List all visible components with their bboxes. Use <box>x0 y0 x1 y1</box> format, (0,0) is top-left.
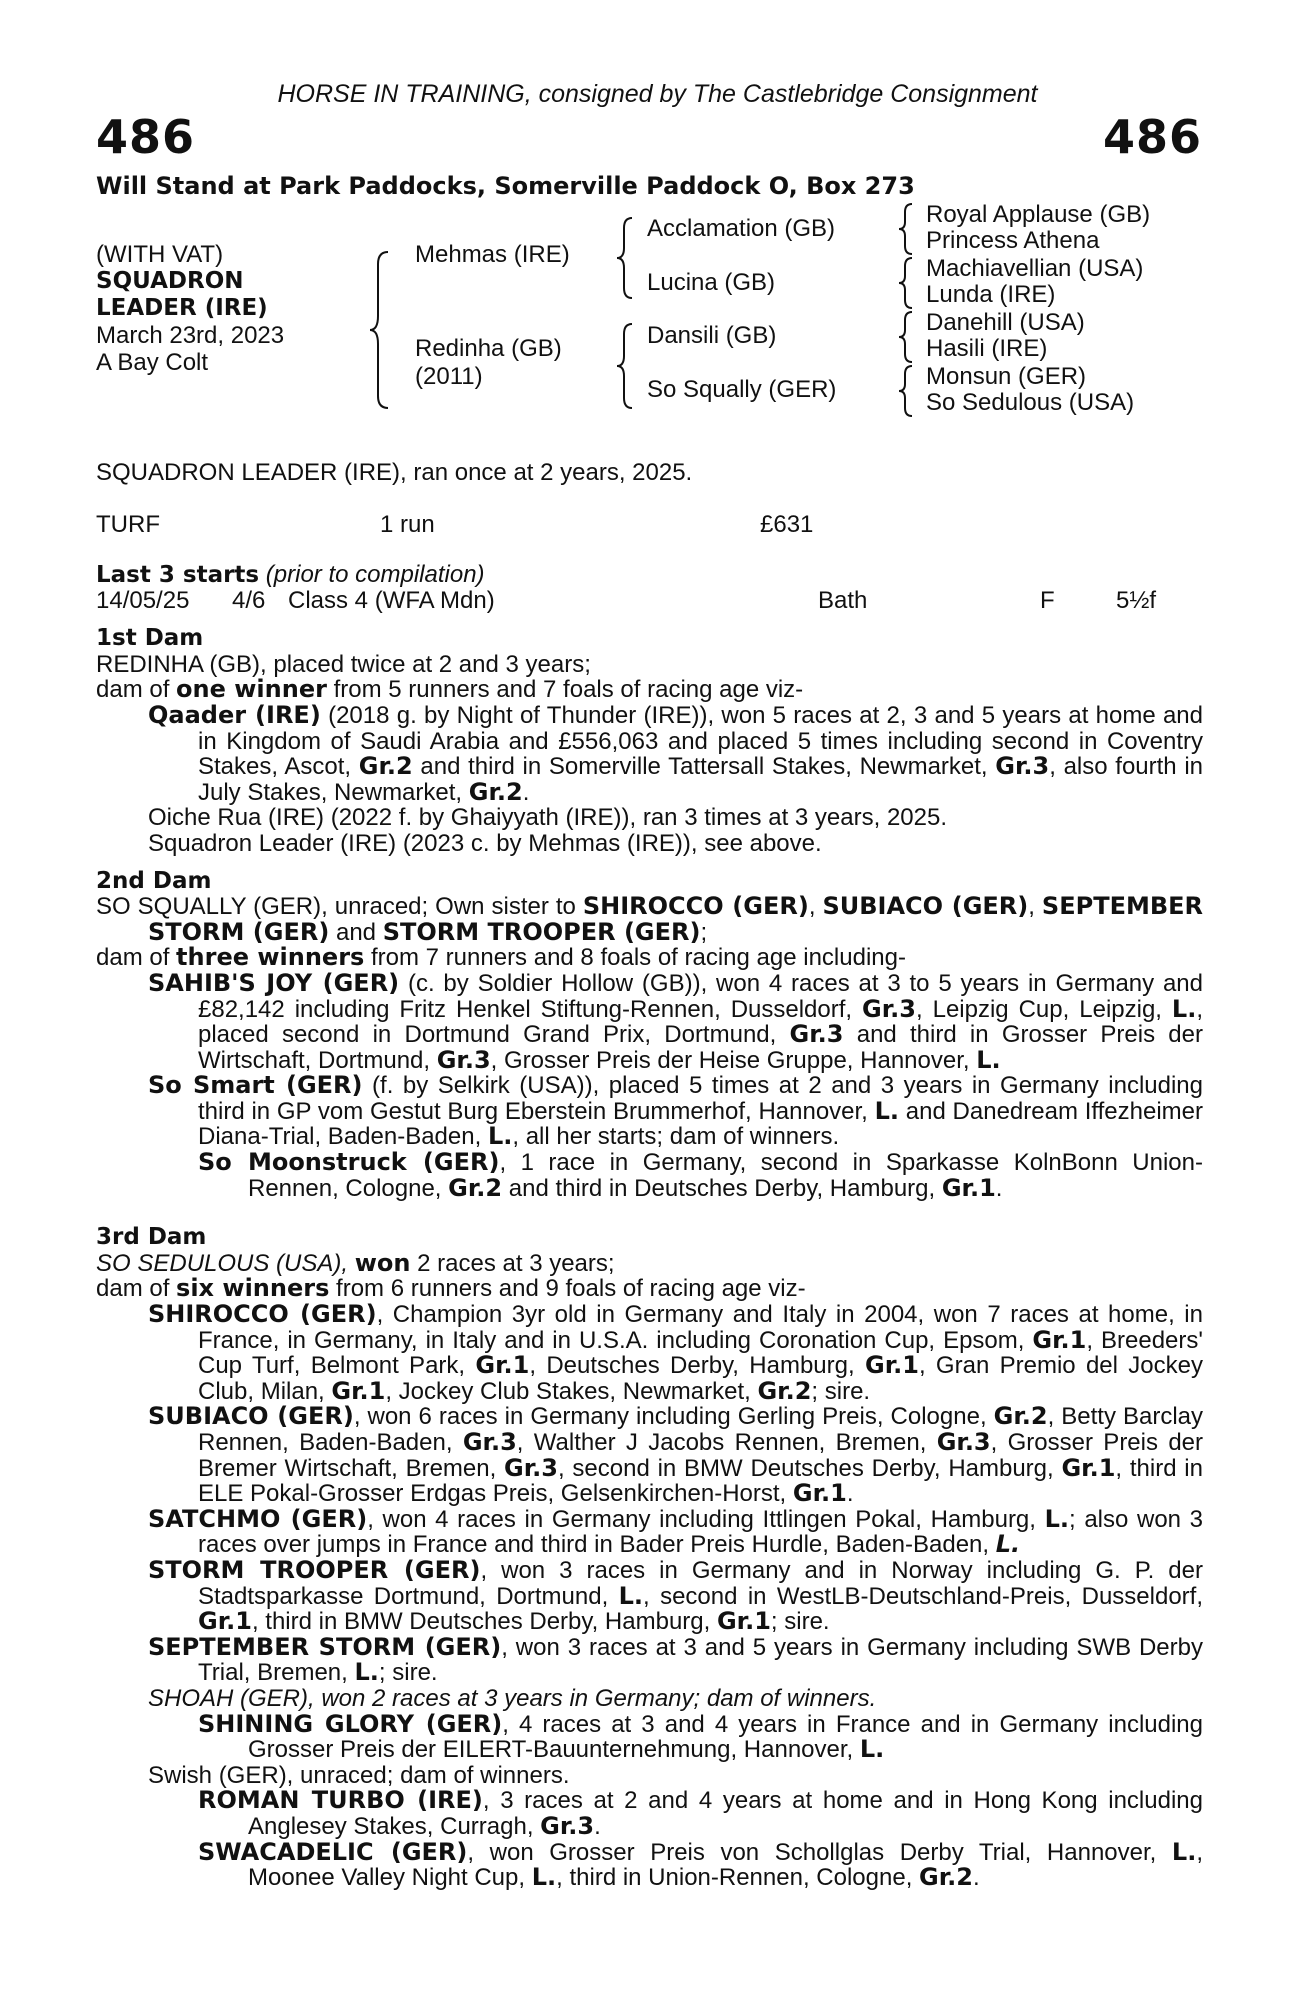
horse-name-line2: LEADER (IRE) <box>96 295 268 321</box>
first-dam-line: REDINHA (GB), placed twice at 2 and 3 years; <box>96 650 591 678</box>
pedigree-brace-g3 <box>896 310 918 364</box>
pedigree-g6: Hasili (IRE) <box>926 335 1048 362</box>
second-dam-offspring-2: So Smart (GER) (f. by Selkirk (USA)), placed 5 times at 2 and 3 years in Germany including third in GP vom Gestut Burg Eberstein Brummerhof, Hannover, L. and Danedream Iffezheimer Diana-Trial, Baden-Baden, L., all her starts; dam of winners. <box>148 1071 1203 1151</box>
last-starts-heading: Last 3 starts (prior to compilation) <box>96 560 485 588</box>
pedigree-g2: Princess Athena <box>926 227 1100 254</box>
third-dam-line: SO SEDULOUS (USA), won 2 races at 3 years; <box>96 1248 615 1277</box>
lot-number-right: 486 <box>1102 110 1202 164</box>
second-dam-heading: 2nd Dam <box>96 867 212 894</box>
start-position: 4/6 <box>232 587 266 615</box>
second-dam-offspring-1: SAHIB'S JOY (GER) (c. by Soldier Hollow (GB)), won 4 races at 3 to 5 years in Germany and £82,142 including Fritz Henkel Stiftung-Rennen, Dusseldorf, Gr.3, Leipzig Cup, Leipzig, L., placed second in Dortmund Grand Prix, Dortmund, Gr.3 and third in Grosser Preis der Wirtschaft, Dortmund, Gr.3, Grosser Preis der Heise Gruppe, Hannover, L. <box>148 968 1204 1074</box>
record-earnings: £631 <box>760 510 814 538</box>
pedigree-brace-g1 <box>896 202 918 256</box>
first-dam-heading: 1st Dam <box>96 625 204 652</box>
first-dam-offspring-2: Oiche Rua (IRE) (2022 f. by Ghaiyyath (IRE)), ran 3 times at 3 years, 2025. <box>148 804 947 832</box>
dam-year: (2011) <box>415 363 483 390</box>
third-dam-offspring-4: STORM TROOPER (GER), won 3 races in Germany and in Norway including G. P. der Stadtsparkasse Dortmund, Dortmund, L., second in WestLB-Deutschland-Preis, Dusseldorf, Gr.1, third in BMW Deutsches Derby, Hamburg, Gr.1; sire. <box>148 1555 1203 1636</box>
start-distance: 5½f <box>1116 587 1157 615</box>
third-dam-offspring-6: SHOAH (GER), won 2 races at 3 years in Germany; dam of winners. <box>148 1684 877 1712</box>
horse-description: A Bay Colt <box>96 349 209 376</box>
pedigree-g7: Monsun (GER) <box>926 363 1087 390</box>
record-surface: TURF <box>96 510 160 538</box>
second-dam-produce: dam of three winners from 7 runners and 8 foals of racing age including- <box>96 943 906 972</box>
pedigree-g3: Machiavellian (USA) <box>926 255 1144 282</box>
third-dam-grand-offspring-3: SWACADELIC (GER), won Grosser Preis von Schollglas Derby Trial, Hannover, L., Moonee Valley Night Cup, L., third in Union-Rennen, Cologne, Gr.2. <box>198 1837 1203 1892</box>
pedigree-g4: Lunda (IRE) <box>926 281 1056 308</box>
third-dam-offspring-2: SUBIACO (GER), won 6 races in Germany including Gerling Preis, Cologne, Gr.2, Betty Barclay Rennen, Baden-Baden, Gr.3, Walther J Jacobs Rennen, Bremen, Gr.3, Grosser Preis der Bremer Wirtschaft, Bremen, Gr.3, second in BMW Deutsches Derby, Hamburg, Gr.1, third in ELE Pokal-Grosser Erdgas Preis, Gelsenkirchen-Horst, Gr.1. <box>148 1402 1204 1508</box>
second-dam-grand-offspring: So Moonstruck (GER), 1 race in Germany, second in Sparkasse KolnBonn Union-Rennen, Cologne, Gr.2 and third in Deutsches Derby, Hamburg, Gr.1. <box>198 1148 1203 1202</box>
pedigree-brace-g4 <box>896 364 918 418</box>
stand-location: Will Stand at Park Paddocks, Somerville Paddock O, Box 273 <box>96 172 915 200</box>
foaling-date: March 23rd, 2023 <box>96 322 285 349</box>
third-dam-grand-offspring-1: SHINING GLORY (GER), 4 races at 3 and 4 years in France and in Germany including Grosser Preis der EILERT-Bauunternehmung, Hannover, L. <box>198 1709 1203 1764</box>
record-row <box>96 512 1203 538</box>
sire: Mehmas (IRE) <box>415 241 570 268</box>
pedigree-g1: Royal Applause (GB) <box>926 201 1151 228</box>
vat-note: (WITH VAT) <box>96 241 224 268</box>
second-dam-line: SO SQUALLY (GER), unraced; Own sister to SHIROCCO (GER), SUBIACO (GER), SEPTEMBER STORM (GER) and STORM TROOPER (GER); <box>96 892 1204 946</box>
first-dam-produce: dam of one winner from 5 runners and 7 foals of racing age viz- <box>96 675 804 704</box>
third-dam-offspring-7: Swish (GER), unraced; dam of winners. <box>148 1761 570 1789</box>
pedigree-brace-dam <box>614 322 638 410</box>
third-dam-offspring-3: SATCHMO (GER), won 4 races in Germany including Ittlingen Pokal, Hamburg, L.; also won 3 races over jumps in France and third in Bader Preis Hurdle, Baden-Baden, L. <box>148 1504 1204 1559</box>
third-dam-produce: dam of six winners from 6 runners and 9 foals of racing age viz- <box>96 1274 806 1303</box>
sire-sire: Acclamation (GB) <box>647 215 836 242</box>
racing-summary: SQUADRON LEADER (IRE), ran once at 2 years, 2025. <box>96 459 693 486</box>
horse-name-line1: SQUADRON <box>96 268 244 294</box>
start-going: F <box>1040 587 1055 615</box>
start-date: 14/05/25 <box>96 587 190 615</box>
pedigree-g5: Danehill (USA) <box>926 309 1085 336</box>
third-dam-offspring-1: SHIROCCO (GER), Champion 3yr old in Germany and Italy in 2004, won 7 races at home, in France, in Germany, in Italy and in U.S.A. including Coronation Cup, Epsom, Gr.1, Breeders' Cup Turf, Belmont Park, Gr.1, Deutsches Derby, Hamburg, Gr.1, Gran Premio del Jockey Club, Milan, Gr.1, Jockey Club Stakes, Newmarket, Gr.2; sire. <box>148 1300 1204 1405</box>
pedigree-brace-sire <box>614 216 638 300</box>
dam: Redinha (GB) <box>415 335 562 362</box>
sire-dam: Lucina (GB) <box>647 269 776 296</box>
pedigree-g8: So Sedulous (USA) <box>926 389 1135 416</box>
lot-number-left: 486 <box>96 110 196 164</box>
third-dam-grand-offspring-2: ROMAN TURBO (IRE), 3 races at 2 and 4 years at home and in Hong Kong including Anglesey Stakes, Curragh, Gr.3. <box>198 1786 1203 1840</box>
third-dam-offspring-5: SEPTEMBER STORM (GER), won 3 races at 3 and 5 years in Germany including SWB Derby Trial, Bremen, L.; sire. <box>148 1632 1203 1687</box>
third-dam-heading: 3rd Dam <box>96 1224 207 1251</box>
pedigree-brace-g2 <box>896 256 918 310</box>
first-dam-offspring-1: Qaader (IRE) (2018 g. by Night of Thunder (IRE)), won 5 races at 2, 3 and 5 years at home and in Kingdom of Saudi Arabia and £556,063 and placed 5 times including second in Coventry Stakes, Ascot, Gr.2 and third in Somerville Tattersall Stakes, Newmarket, Gr.3, also fourth in July Stakes, Newmarket, Gr.2. <box>148 700 1204 806</box>
catalogue-body <box>96 460 1203 1891</box>
dam-sire: Dansili (GB) <box>647 322 777 349</box>
pedigree-brace-main <box>366 250 396 410</box>
record-runs: 1 run <box>380 510 435 538</box>
last-start-row <box>96 588 1203 614</box>
start-course: Bath <box>818 587 868 615</box>
page-header: HORSE IN TRAINING, consigned by The Castlebridge Consignment <box>277 80 1038 108</box>
dam-dam: So Squally (GER) <box>647 376 837 403</box>
start-race: Class 4 (WFA Mdn) <box>288 587 495 615</box>
first-dam-offspring-3: Squadron Leader (IRE) (2023 c. by Mehmas (IRE)), see above. <box>148 829 822 857</box>
